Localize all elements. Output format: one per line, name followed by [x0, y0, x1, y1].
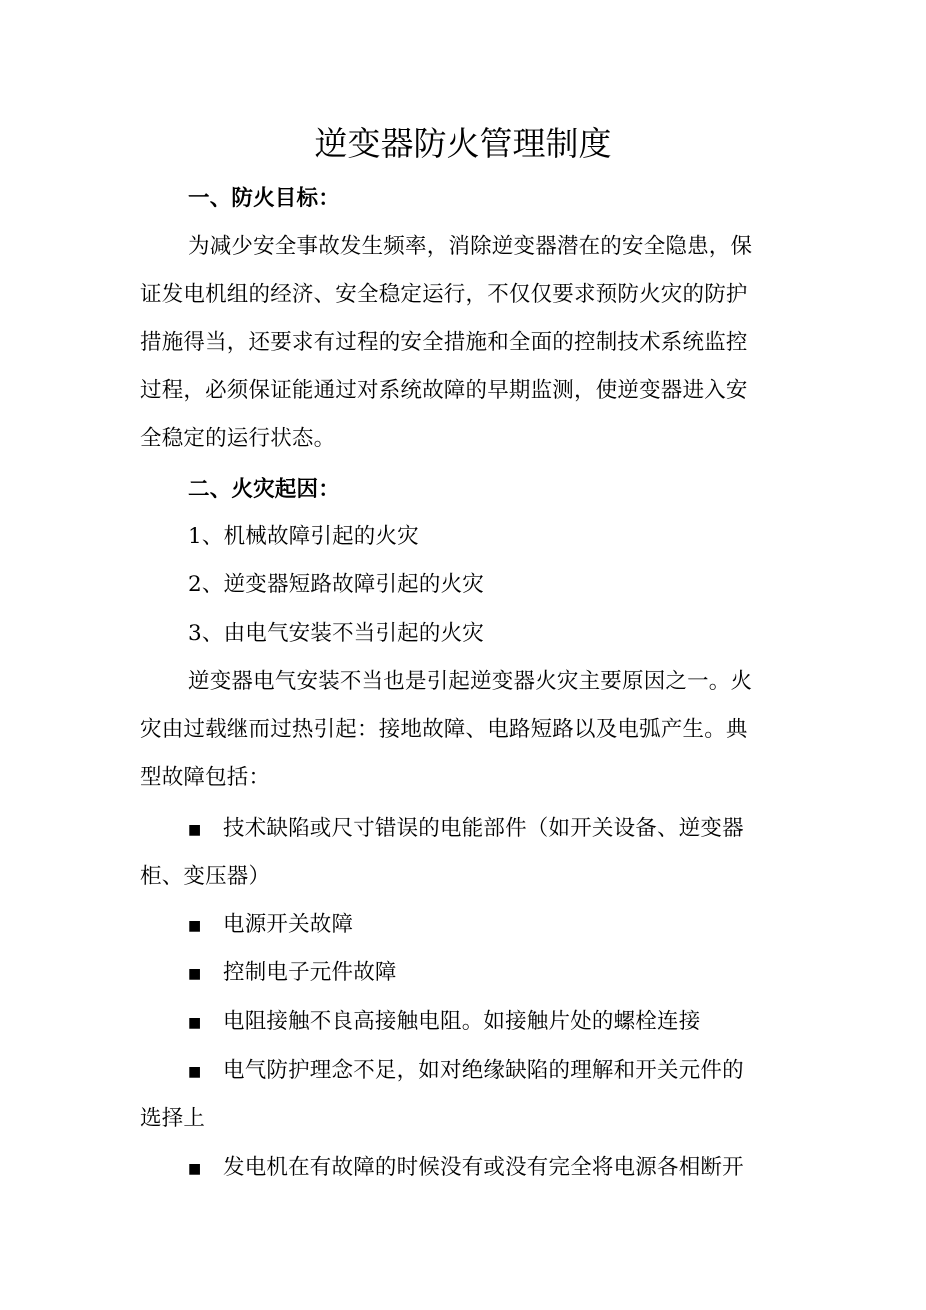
bullet-text: 控制电子元件故障	[223, 960, 397, 985]
bullet-square-icon: ■	[188, 966, 202, 982]
bullet-square-icon: ■	[188, 1015, 202, 1031]
paragraph-line: 灾由过载继而过热引起：接地故障、电路短路以及电弧产生。典	[140, 717, 748, 742]
bullet-text-continuation: 选择上	[140, 1106, 206, 1131]
section-heading-fire-goal: 一、防火目标：	[188, 186, 340, 211]
bullet-text: 技术缺陷或尺寸错误的电能部件（如开关设备、逆变器	[223, 816, 744, 841]
list-item: 2、逆变器短路故障引起的火灾	[188, 572, 484, 597]
paragraph-line: 逆变器电气安装不当也是引起逆变器火灾主要原因之一。火	[188, 669, 753, 694]
section-heading-fire-cause: 二、火灾起因：	[188, 477, 340, 502]
bullet-text: 电阻接触不良高接触电阻。如接触片处的螺栓连接	[223, 1009, 701, 1034]
paragraph-line: 证发电机组的经济、安全稳定运行，不仅仅要求预防火灾的防护	[140, 282, 748, 307]
bullet-text: 发电机在有故障的时候没有或没有完全将电源各相断开	[223, 1155, 744, 1180]
document-title: 逆变器防火管理制度	[314, 124, 612, 163]
bullet-square-icon: ■	[188, 822, 202, 838]
paragraph-line: 措施得当，还要求有过程的安全措施和全面的控制技术系统监控	[140, 330, 748, 355]
paragraph-line: 全稳定的运行状态。	[140, 426, 336, 451]
bullet-text-continuation: 柜、变压器）	[140, 864, 271, 889]
bullet-square-icon: ■	[188, 1064, 202, 1080]
paragraph-line: 为减少安全事故发生频率，消除逆变器潜在的安全隐患，保	[188, 234, 753, 259]
paragraph-line: 型故障包括：	[140, 765, 271, 790]
paragraph-line: 过程，必须保证能通过对系统故障的早期监测，使逆变器进入安	[140, 378, 748, 403]
bullet-square-icon: ■	[188, 918, 202, 934]
bullet-square-icon: ■	[188, 1161, 202, 1177]
list-item: 1、机械故障引起的火灾	[188, 524, 419, 549]
bullet-text: 电源开关故障	[223, 912, 354, 937]
list-item: 3、由电气安装不当引起的火灾	[188, 621, 484, 646]
bullet-text: 电气防护理念不足，如对绝缘缺陷的理解和开关元件的	[223, 1058, 744, 1083]
